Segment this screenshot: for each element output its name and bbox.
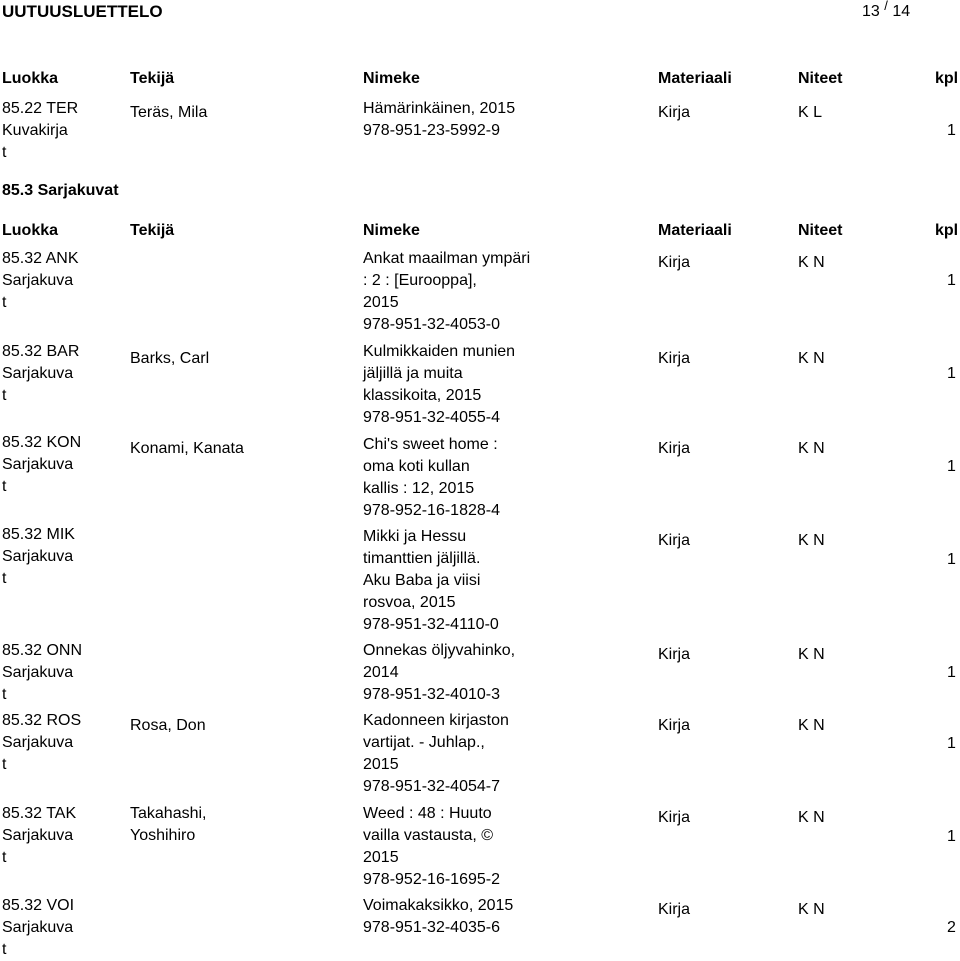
cell-nimeke: Onnekas öljyvahinko, 2014 978-951-32-4010-3	[363, 642, 516, 703]
page-separator: /	[884, 0, 888, 13]
cell-materiaali: Kirja	[658, 254, 691, 271]
cell-luokka: 85.32 TAK Sarjakuva t	[2, 805, 77, 866]
page-indicator	[862, 1, 910, 23]
cell-luokka: 85.32 ANK Sarjakuva t	[2, 250, 79, 311]
cell-tekija: Teräs, Mila	[130, 104, 208, 121]
cell-nimeke: Ankat maailman ympäri : 2 : [Eurooppa], 2015 978-951-32-4053-0	[363, 250, 531, 333]
cell-luokka: 85.32 ONN Sarjakuva t	[2, 642, 83, 703]
cell-materiaali: Kirja	[658, 104, 691, 121]
cell-kpl: 1	[947, 458, 956, 475]
cell-kpl: 2	[947, 919, 956, 936]
col-header-nimeke: Nimeke	[363, 70, 420, 87]
cell-nimeke: Hämärinkäinen, 2015 978-951-23-5992-9	[363, 100, 516, 139]
cell-materiaali: Kirja	[658, 901, 691, 918]
cell-nimeke: Weed : 48 : Huuto vailla vastausta, © 2015 978-952-16-1695-2	[363, 805, 500, 888]
cell-kpl: 1	[947, 551, 956, 568]
page-total: 14	[892, 3, 911, 20]
cell-materiaali: Kirja	[658, 809, 691, 826]
cell-luokka: 85.32 KON Sarjakuva t	[2, 434, 82, 495]
cell-niteet: K N	[798, 350, 825, 367]
cell-tekija: Rosa, Don	[130, 717, 206, 734]
cell-niteet: K N	[798, 646, 825, 663]
cell-kpl: 1	[947, 122, 956, 139]
section-heading: 85.3 Sarjakuvat	[2, 182, 119, 199]
col-header-niteet: Niteet	[798, 222, 843, 239]
cell-luokka: 85.32 VOI Sarjakuva t	[2, 897, 75, 958]
cell-materiaali: Kirja	[658, 532, 691, 549]
cell-luokka: 85.32 ROS Sarjakuva t	[2, 712, 82, 773]
cell-niteet: K N	[798, 532, 825, 549]
cell-tekija: Barks, Carl	[130, 350, 210, 367]
cell-kpl: 1	[947, 664, 956, 681]
col-header-tekija: Tekijä	[130, 70, 175, 87]
col-header-luokka: Luokka	[2, 222, 59, 239]
col-header-tekija: Tekijä	[130, 222, 175, 239]
cell-nimeke: Mikki ja Hessu timanttien jäljillä. Aku Baba ja viisi rosvoa, 2015 978-951-32-4110-0	[363, 528, 499, 633]
page-title: UUTUUSLUETTELO	[2, 2, 163, 21]
cell-materiaali: Kirja	[658, 646, 691, 663]
cell-materiaali: Kirja	[658, 717, 691, 734]
cell-luokka: 85.22 TER Kuvakirja t	[2, 100, 79, 161]
cell-materiaali: Kirja	[658, 440, 691, 457]
cell-nimeke: Voimakaksikko, 2015 978-951-32-4035-6	[363, 897, 514, 936]
page-current: 13	[862, 3, 880, 20]
cell-kpl: 1	[947, 735, 956, 752]
col-header-kpl: kpl	[935, 222, 959, 239]
cell-kpl: 1	[947, 365, 956, 382]
col-header-materiaali: Materiaali	[658, 222, 732, 239]
cell-niteet: K L	[798, 104, 823, 121]
cell-nimeke: Kulmikkaiden munien jäljillä ja muita klassikoita, 2015 978-951-32-4055-4	[363, 343, 516, 426]
cell-kpl: 1	[947, 828, 956, 845]
cell-luokka: 85.32 BAR Sarjakuva t	[2, 343, 80, 404]
col-header-materiaali: Materiaali	[658, 70, 732, 87]
cell-luokka: 85.32 MIK Sarjakuva t	[2, 526, 75, 587]
cell-tekija: Takahashi, Yoshihiro	[130, 805, 207, 844]
col-header-nimeke: Nimeke	[363, 222, 420, 239]
cell-tekija: Konami, Kanata	[130, 440, 244, 457]
cell-materiaali: Kirja	[658, 350, 691, 367]
cell-nimeke: Kadonneen kirjaston vartijat. - Juhlap., 2015 978-951-32-4054-7	[363, 712, 509, 795]
col-header-niteet: Niteet	[798, 70, 843, 87]
col-header-kpl: kpl	[935, 70, 959, 87]
col-header-luokka: Luokka	[2, 70, 59, 87]
cell-niteet: K N	[798, 901, 825, 918]
cell-kpl: 1	[947, 272, 956, 289]
cell-niteet: K N	[798, 809, 825, 826]
cell-nimeke: Chi's sweet home : oma koti kullan kallis : 12, 2015 978-952-16-1828-4	[363, 436, 500, 519]
cell-niteet: K N	[798, 254, 825, 271]
cell-niteet: K N	[798, 717, 825, 734]
cell-niteet: K N	[798, 440, 825, 457]
